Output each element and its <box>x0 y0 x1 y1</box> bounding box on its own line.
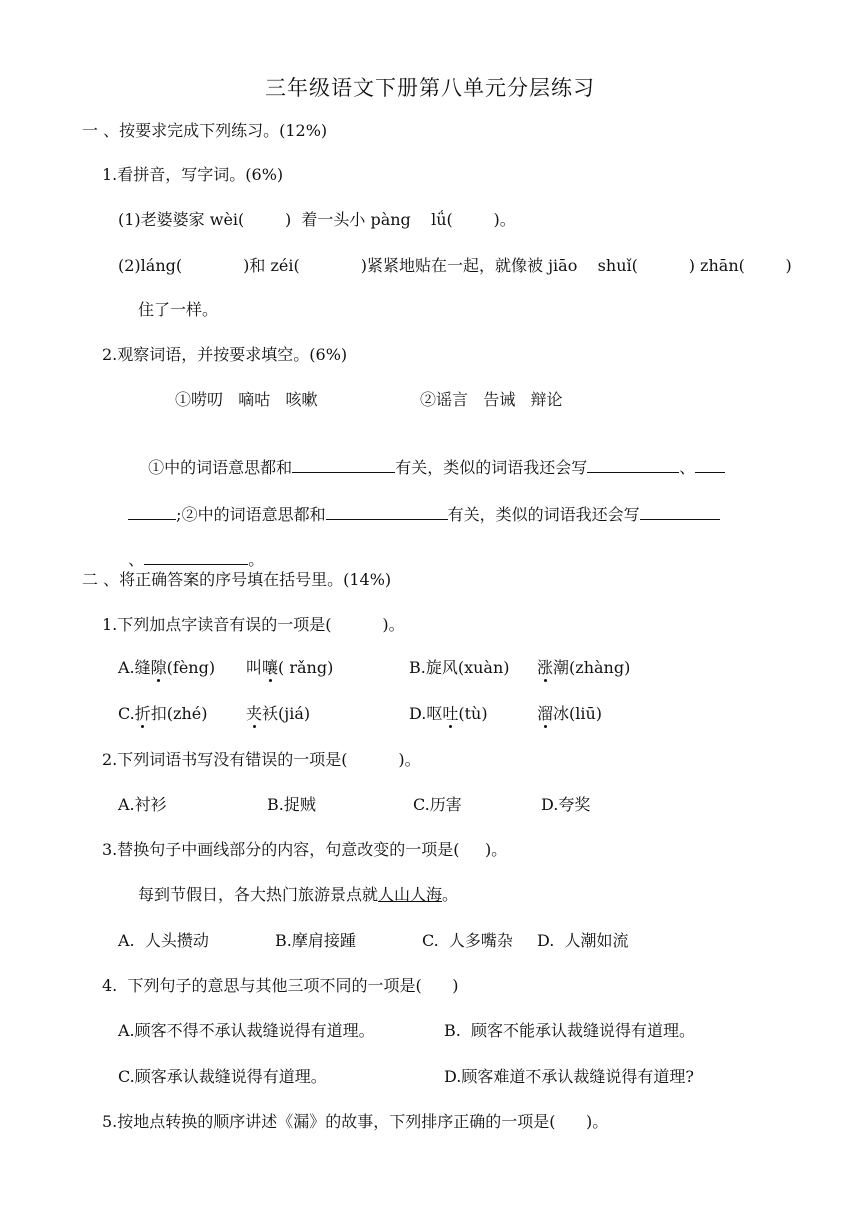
fill-line-3 <box>118 526 264 571</box>
q3-option-a: A. 人头攒动 <box>118 931 209 950</box>
q2-option-a: A.衬衫 <box>118 795 167 814</box>
section-1-heading: 一 、按要求完成下列练习。(12%) <box>82 121 328 140</box>
fill-line-1 <box>138 434 725 479</box>
q2-option-c: C.历害 <box>413 795 462 814</box>
q2-option-d: D.夸奖 <box>541 795 591 814</box>
s2-q3-stem: 3.替换句子中画线部分的内容，句意改变的一项是( )。 <box>102 840 508 859</box>
dotted-char: 夹 <box>246 704 263 723</box>
option-a: A.缝隙(fèng) <box>118 658 216 677</box>
page-title: 三年级语文下册第八单元分层练习 <box>265 76 595 100</box>
answer-blank[interactable] <box>326 503 448 520</box>
s2-q2-stem: 2.下列词语书写没有错误的一项是( )。 <box>102 750 421 769</box>
answer-blank[interactable] <box>128 503 176 520</box>
section-2-heading: 二 、将正确答案的序号填在括号里。(14%) <box>82 570 392 589</box>
word-group-2: ②谣言 告诫 辩论 <box>420 390 563 409</box>
dotted-char: 隙 <box>150 658 167 677</box>
fill-text-2: 有关，类似的词语我还会写 <box>395 458 588 477</box>
fill-end: 。 <box>248 550 265 569</box>
q4-option-c: C.顾客承认裁缝说得有道理。 <box>118 1067 327 1086</box>
fill-sep: 、 <box>128 550 145 569</box>
s1-q1-line3: 住了一样。 <box>138 300 219 319</box>
q3-option-d: D. 人潮如流 <box>537 931 629 950</box>
fill-text-4: ;②中的词语意思都和 <box>176 505 326 524</box>
answer-blank[interactable] <box>695 456 725 473</box>
dotted-char: 涨 <box>537 658 554 677</box>
q4-option-b: B. 顾客不能承认裁缝说得有道理。 <box>444 1021 696 1040</box>
s2-q4-stem: 4. 下列句子的意思与其他三项不同的一项是( ) <box>102 976 459 995</box>
dotted-char: 折 <box>134 704 151 723</box>
option-a2: 叫嚷( rǎng) <box>246 658 334 677</box>
s2-q5-stem: 5.按地点转换的顺序讲述《漏》的故事，下列排序正确的一项是( )。 <box>102 1112 609 1131</box>
q3-sentence: 每到节假日，各大热门旅游景点就人山人海。 <box>138 885 459 904</box>
s1-q1-stem: 1.看拼音，写字词。(6%) <box>102 165 284 184</box>
option-b: B.旋风(xuàn) <box>409 658 510 677</box>
option-c2: 夹袄(jiá) <box>246 704 311 723</box>
option-d2: 溜冰(liū) <box>537 704 603 723</box>
s1-q2-stem: 2.观察词语，并按要求填空。(6%) <box>102 345 348 364</box>
q4-option-a: A.顾客不得不承认裁缝说得有道理。 <box>118 1021 375 1040</box>
fill-text-5: 有关，类似的词语我还会写 <box>447 505 640 524</box>
s2-q1-stem: 1.下列加点字读音有误的一项是( )。 <box>102 615 405 634</box>
underlined-phrase: 人山人海 <box>378 885 443 904</box>
answer-blank[interactable] <box>640 503 720 520</box>
q3-option-b: B.摩肩接踵 <box>275 931 356 950</box>
option-d: D.呕吐(tù) <box>409 704 488 723</box>
answer-blank[interactable] <box>587 456 679 473</box>
dotted-char: 溜 <box>537 704 554 723</box>
q4-option-d: D.顾客难道不承认裁缝说得有道理? <box>444 1067 694 1086</box>
fill-line-2 <box>118 481 720 526</box>
option-c: C.折扣(zhé) <box>118 704 208 723</box>
word-group-1: ①唠叨 嘀咕 咳嗽 <box>175 390 318 409</box>
answer-blank[interactable] <box>292 456 395 473</box>
fill-sep: 、 <box>679 458 696 477</box>
fill-text-1: ①中的词语意思都和 <box>148 458 293 477</box>
s1-q1-line1: (1)老婆婆家 wèi( ) 着一头小 pàng lǘ( )。 <box>118 210 516 229</box>
answer-blank[interactable] <box>144 548 248 565</box>
q2-option-b: B.捉贼 <box>267 795 316 814</box>
dotted-char: 吐 <box>442 704 459 723</box>
q3-option-c: C. 人多嘴杂 <box>422 931 513 950</box>
dotted-char: 嚷 <box>262 658 279 677</box>
option-b2: 涨潮(zhàng) <box>537 658 631 677</box>
s1-q1-line2: (2)láng( )和 zéi( )紧紧地贴在一起，就像被 jiāo shuǐ( ) zhān( ) <box>118 256 792 275</box>
